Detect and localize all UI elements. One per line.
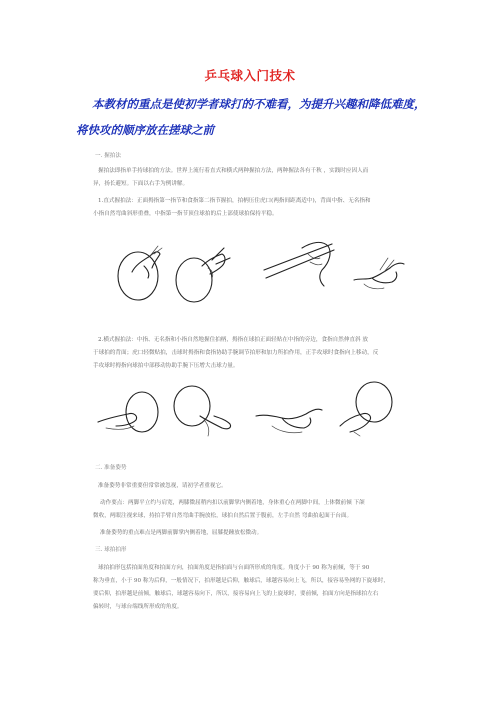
racket-angle-line3: 要后仰，拍形越是前倾，触球后，球越容易向下，所以，接容易向上飞的上旋球时，要前倾，拍面方向是指球拍左右 xyxy=(93,591,379,597)
grip-para3-line3: 手攻球时拇指向球拍中部移动协助手腕下压增大击球力量。 xyxy=(93,363,239,369)
stance-para3: 准备姿势的重点难点是两脚前脚掌内侧着地，屈膝提踵放松微动。 xyxy=(100,530,263,536)
stance-heading: 二. 准备姿势 xyxy=(95,465,127,471)
racket-angle-line1: 球拍拍形包括拍面角度和拍面方向，拍面角度是指拍面与台面所形成的角度。角度小于 90 称为前倾，等于 90 xyxy=(98,565,370,571)
chopsticks-figure xyxy=(262,232,342,290)
stance-para2-line2: 微收，两眼注视来球，持拍手臂自然弯曲手腕放松，球拍自然后置于腹前，左手自然 弯曲拍起面于台面。 xyxy=(93,513,353,519)
open-hand-figure xyxy=(350,250,406,296)
grip-para2-line2: 小指自然弯曲斜形重叠，中指第一指节顶住球拍的后上部使球拍保持平稳。 xyxy=(93,211,278,217)
racket-angle-line2: 称为垂直，小于 90 称为后仰，一般情况下，拍形越是后仰，触球后，球越容易向上飞，所以，接容易坠网的下旋球时， xyxy=(93,578,389,584)
grip-para3-line1: 2.横式握拍法：中指、无名指和小指自然地握住拍柄，拇指在球拍正面轻贴在中指的旁边，食指自然伸直斜 放 xyxy=(98,337,369,343)
stance-para1: 准备姿势非常重要但常常被忽视，请初学者重视它。 xyxy=(98,483,227,489)
document-title: 乒乓球入门技术 xyxy=(204,68,296,83)
penhold-front-figure xyxy=(172,244,234,306)
shakehand-open-hand-figure xyxy=(252,396,324,440)
grip-para1-line1: 握拍法即指单手持球拍的方法。世界上流行着直式和横式两种握拍方法，两种握法各有千秋 ，实践时应因人而 xyxy=(98,168,369,174)
grip-para3-line2: 于球拍的背面；虎口轻微贴拍，击球时拇指和食指协助手腕调节拍形和加力所拍作用，正手攻球时食指向上移动，反 xyxy=(93,350,379,356)
grip-para1-line2: 异，扬长避短。下面以右手为例讲解。 xyxy=(93,181,189,187)
shakehand-back-figure xyxy=(336,380,402,440)
racket-angle-line4: 偏转时，与球台端线所形成的角度。 xyxy=(93,604,183,610)
shakehand-front-figure xyxy=(170,384,236,440)
shakehand-hand-figure xyxy=(96,388,162,440)
intro-line-1: 本教材的重点是使初学者球打的不难看，为提升兴趣和降低难度， xyxy=(92,97,426,111)
intro-line-2: 将快攻的顺序放在搓球之前 xyxy=(76,123,214,137)
penhold-back-figure xyxy=(114,242,166,308)
racket-angle-heading: 三. 球拍拍形 xyxy=(95,547,127,553)
grip-para2-line1: 1.直式握拍法：正面拇指第一指节和食指第二指节握拍，拍柄压住虎口(两指间距离适中)，背面中指、无名指和 xyxy=(98,198,371,204)
grip-heading: 一. 握拍法 xyxy=(95,153,121,159)
stance-para2-line1: 动作要点：两脚平立约与肩宽，两膝微屈稍内扣以前脚掌内侧着地，身体重心在两脚中间，上体微前倾 下颌 xyxy=(100,500,365,506)
